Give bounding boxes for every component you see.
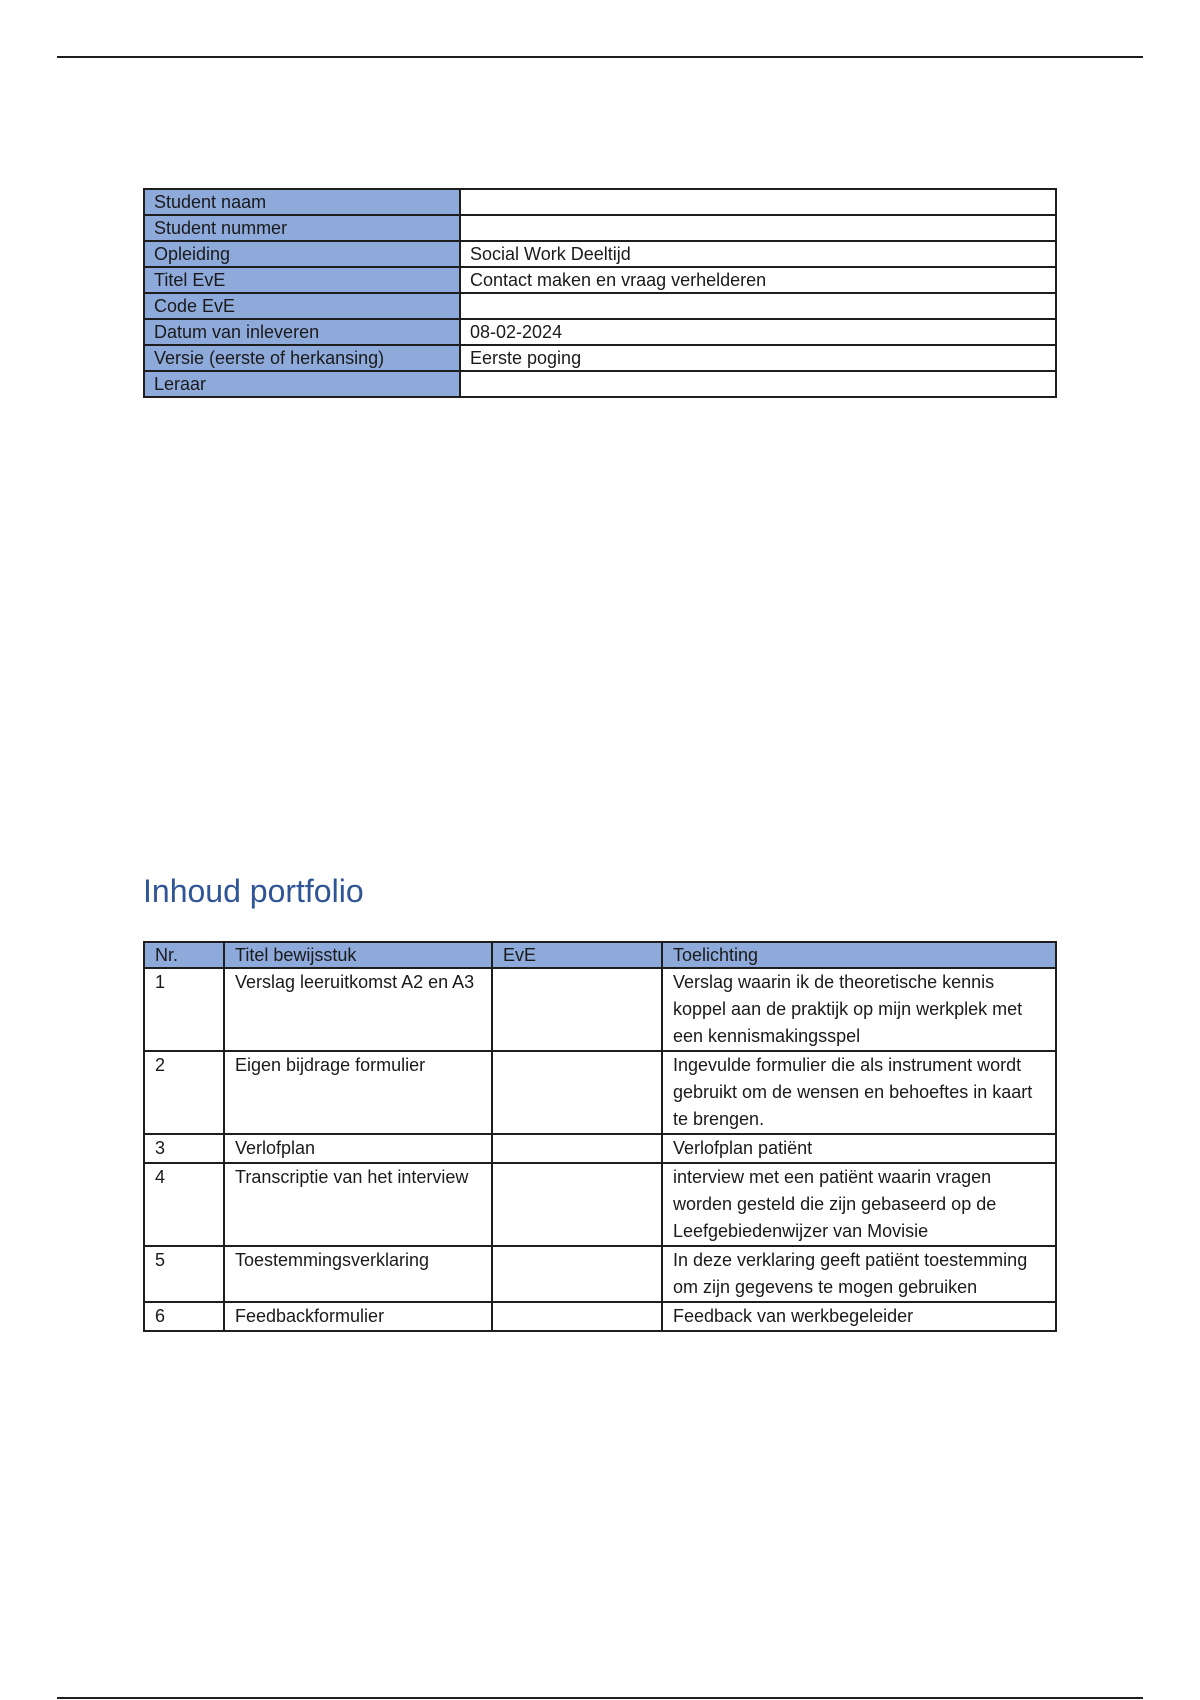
table-row [144,1302,1056,1331]
table-row [144,1246,1056,1302]
info-label: Opleiding [144,241,460,267]
cell-nr: 5 [144,1246,224,1302]
info-value: Social Work Deeltijd [460,241,1056,267]
info-row [144,189,1056,215]
cell-eve [492,968,662,1051]
student-info-table [143,188,1057,398]
info-row [144,319,1056,345]
info-row [144,241,1056,267]
info-label: Student naam [144,189,460,215]
info-label: Code EvE [144,293,460,319]
cell-toelichting: In deze verklaring geeft patiënt toestemming om zijn gegevens te mogen gebruiken [662,1246,1056,1302]
cell-toelichting: Verslag waarin ik de theoretische kennis koppel aan de praktijk op mijn werkplek met een kennismakingsspel [662,968,1056,1051]
cell-nr: 1 [144,968,224,1051]
cell-title: Verslag leeruitkomst A2 en A3 [224,968,492,1051]
cell-eve [492,1134,662,1163]
info-label: Titel EvE [144,267,460,293]
cell-eve [492,1302,662,1331]
section-heading: Inhoud portfolio [143,873,364,909]
portfolio-contents-table [143,941,1057,1332]
column-header-title: Titel bewijsstuk [224,942,492,968]
cell-eve [492,1163,662,1246]
info-row [144,215,1056,241]
info-row [144,267,1056,293]
info-value: Contact maken en vraag verhelderen [460,267,1056,293]
table-row [144,1134,1056,1163]
info-label: Leraar [144,371,460,397]
column-header-toelichting: Toelichting [662,942,1056,968]
cell-title: Feedbackformulier [224,1302,492,1331]
info-value [460,189,1056,215]
cell-toelichting: Feedback van werkbegeleider [662,1302,1056,1331]
info-label: Student nummer [144,215,460,241]
info-row [144,293,1056,319]
info-label: Datum van inleveren [144,319,460,345]
column-header-nr: Nr. [144,942,224,968]
cell-title: Toestemmingsverklaring [224,1246,492,1302]
info-value [460,215,1056,241]
cell-nr: 6 [144,1302,224,1331]
table-row [144,1163,1056,1246]
cell-nr: 4 [144,1163,224,1246]
info-value [460,371,1056,397]
cell-toelichting: interview met een patiënt waarin vragen worden gesteld die zijn gebaseerd op de Leefgebiedenwijzer van Movisie [662,1163,1056,1246]
table-row [144,1051,1056,1134]
footer-rule [57,1697,1143,1699]
cell-title: Verlofplan [224,1134,492,1163]
info-label: Versie (eerste of herkansing) [144,345,460,371]
cell-title: Transcriptie van het interview [224,1163,492,1246]
info-value: 08-02-2024 [460,319,1056,345]
cell-toelichting: Ingevulde formulier die als instrument wordt gebruikt om de wensen en behoeftes in kaart te brengen. [662,1051,1056,1134]
cell-eve [492,1051,662,1134]
cell-nr: 2 [144,1051,224,1134]
column-header-eve: EvE [492,942,662,968]
info-value [460,293,1056,319]
info-row [144,371,1056,397]
header-rule [57,56,1143,58]
cell-title: Eigen bijdrage formulier [224,1051,492,1134]
info-value: Eerste poging [460,345,1056,371]
cell-nr: 3 [144,1134,224,1163]
table-row [144,968,1056,1051]
table-header-row [144,942,1056,968]
cell-eve [492,1246,662,1302]
cell-toelichting: Verlofplan patiënt [662,1134,1056,1163]
info-row [144,345,1056,371]
